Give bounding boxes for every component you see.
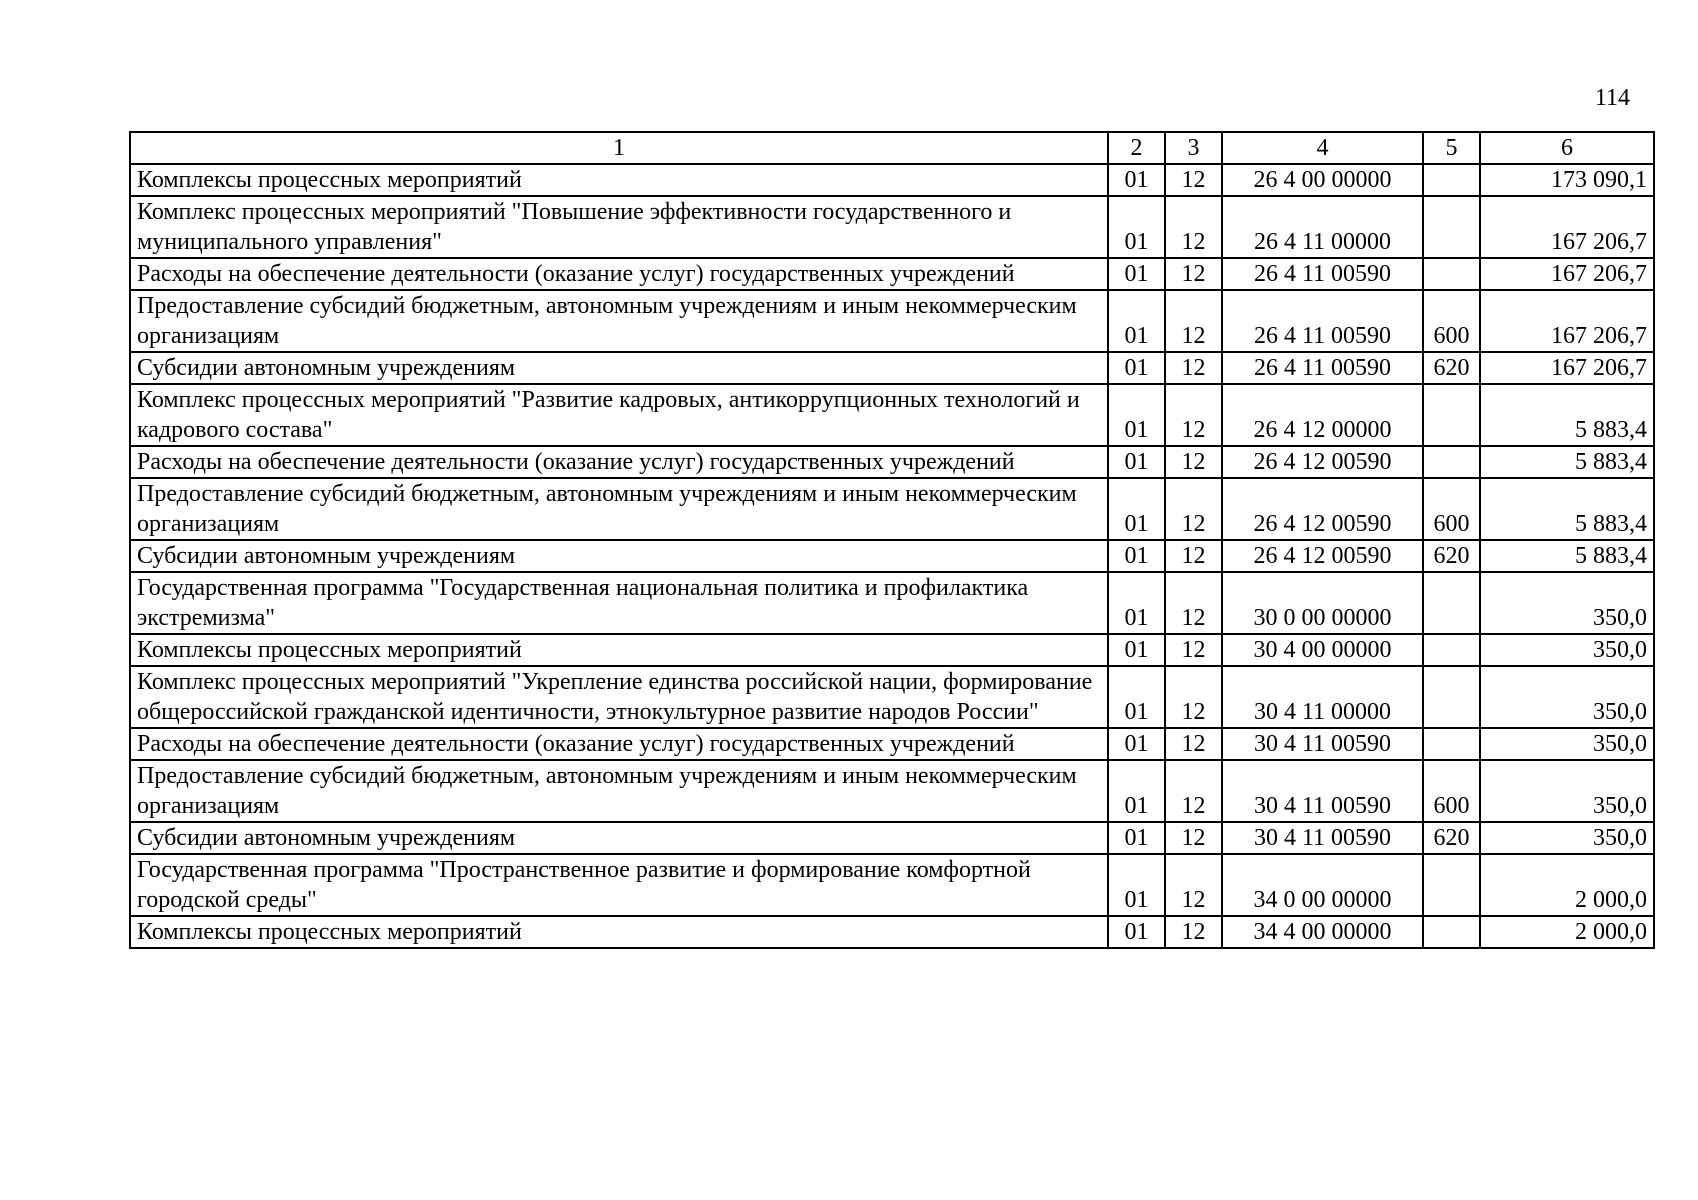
subsection-code-cell: 12 (1165, 728, 1222, 760)
section-code-cell: 01 (1108, 258, 1165, 290)
expense-name-cell: Государственная программа "Государственная национальная политика и профилактика экстремизма" (130, 572, 1108, 634)
subsection-code-cell: 12 (1165, 352, 1222, 384)
expense-type-cell: 620 (1423, 540, 1480, 572)
section-code-cell: 01 (1108, 854, 1165, 916)
target-article-cell: 30 4 11 00590 (1222, 760, 1423, 822)
subsection-code-cell: 12 (1165, 916, 1222, 948)
expense-name-cell: Субсидии автономным учреждениям (130, 822, 1108, 854)
table-row (130, 760, 1654, 822)
table-row (130, 666, 1654, 728)
section-code-cell: 01 (1108, 290, 1165, 352)
section-code-cell: 01 (1108, 164, 1165, 196)
amount-cell: 350,0 (1480, 760, 1654, 822)
expense-type-cell: 600 (1423, 478, 1480, 540)
column-header: 5 (1423, 132, 1480, 164)
section-code-cell: 01 (1108, 384, 1165, 446)
amount-cell: 5 883,4 (1480, 446, 1654, 478)
column-header: 4 (1222, 132, 1423, 164)
target-article-cell: 30 0 00 00000 (1222, 572, 1423, 634)
expense-type-cell (1423, 728, 1480, 760)
table-row (130, 384, 1654, 446)
section-code-cell: 01 (1108, 196, 1165, 258)
expense-name-cell: Государственная программа "Пространственное развитие и формирование комфортной городской среды" (130, 854, 1108, 916)
expense-name-cell: Субсидии автономным учреждениям (130, 352, 1108, 384)
expense-name-cell: Расходы на обеспечение деятельности (оказание услуг) государственных учреждений (130, 728, 1108, 760)
table-row (130, 290, 1654, 352)
target-article-cell: 30 4 11 00590 (1222, 728, 1423, 760)
target-article-cell: 26 4 00 00000 (1222, 164, 1423, 196)
target-article-cell: 26 4 12 00590 (1222, 478, 1423, 540)
expense-name-cell: Комплекс процессных мероприятий "Развитие кадровых, антикоррупционных технологий и кадрового состава" (130, 384, 1108, 446)
page-number: 114 (1594, 85, 1630, 111)
expense-name-cell: Комплексы процессных мероприятий (130, 634, 1108, 666)
section-code-cell: 01 (1108, 822, 1165, 854)
target-article-cell: 30 4 11 00000 (1222, 666, 1423, 728)
expense-type-cell: 620 (1423, 822, 1480, 854)
subsection-code-cell: 12 (1165, 290, 1222, 352)
expense-type-cell (1423, 854, 1480, 916)
table-body (130, 164, 1654, 948)
expense-type-cell (1423, 666, 1480, 728)
target-article-cell: 26 4 11 00590 (1222, 290, 1423, 352)
table-row (130, 258, 1654, 290)
expense-name-cell: Субсидии автономным учреждениям (130, 540, 1108, 572)
amount-cell: 5 883,4 (1480, 478, 1654, 540)
section-code-cell: 01 (1108, 352, 1165, 384)
subsection-code-cell: 12 (1165, 854, 1222, 916)
section-code-cell: 01 (1108, 728, 1165, 760)
section-code-cell: 01 (1108, 916, 1165, 948)
expense-name-cell: Расходы на обеспечение деятельности (оказание услуг) государственных учреждений (130, 446, 1108, 478)
amount-cell: 350,0 (1480, 572, 1654, 634)
column-header: 3 (1165, 132, 1222, 164)
expense-name-cell: Расходы на обеспечение деятельности (оказание услуг) государственных учреждений (130, 258, 1108, 290)
amount-cell: 167 206,7 (1480, 258, 1654, 290)
expense-name-cell: Предоставление субсидий бюджетным, автономным учреждениям и иным некоммерческим организациям (130, 290, 1108, 352)
table-header-row (130, 132, 1654, 164)
target-article-cell: 26 4 11 00590 (1222, 352, 1423, 384)
expense-type-cell (1423, 634, 1480, 666)
target-article-cell: 30 4 00 00000 (1222, 634, 1423, 666)
amount-cell: 350,0 (1480, 728, 1654, 760)
subsection-code-cell: 12 (1165, 164, 1222, 196)
subsection-code-cell: 12 (1165, 196, 1222, 258)
section-code-cell: 01 (1108, 666, 1165, 728)
subsection-code-cell: 12 (1165, 822, 1222, 854)
table-row (130, 728, 1654, 760)
amount-cell: 5 883,4 (1480, 540, 1654, 572)
expense-name-cell: Комплекс процессных мероприятий "Укрепление единства российской нации, формирование общероссийской гражданской идентичности, этнокультурное развитие народов России" (130, 666, 1108, 728)
expense-type-cell (1423, 572, 1480, 634)
table-row (130, 196, 1654, 258)
section-code-cell: 01 (1108, 540, 1165, 572)
subsection-code-cell: 12 (1165, 258, 1222, 290)
budget-table (129, 131, 1655, 949)
expense-name-cell: Предоставление субсидий бюджетным, автономным учреждениям и иным некоммерческим организациям (130, 760, 1108, 822)
subsection-code-cell: 12 (1165, 478, 1222, 540)
table-row (130, 822, 1654, 854)
table-row (130, 854, 1654, 916)
target-article-cell: 26 4 12 00000 (1222, 384, 1423, 446)
expense-type-cell (1423, 384, 1480, 446)
expense-type-cell (1423, 258, 1480, 290)
subsection-code-cell: 12 (1165, 666, 1222, 728)
expense-type-cell (1423, 916, 1480, 948)
target-article-cell: 26 4 12 00590 (1222, 540, 1423, 572)
expense-name-cell: Комплексы процессных мероприятий (130, 916, 1108, 948)
expense-type-cell (1423, 196, 1480, 258)
table-row (130, 572, 1654, 634)
target-article-cell: 26 4 11 00000 (1222, 196, 1423, 258)
amount-cell: 167 206,7 (1480, 290, 1654, 352)
amount-cell: 5 883,4 (1480, 384, 1654, 446)
expense-name-cell: Комплексы процессных мероприятий (130, 164, 1108, 196)
column-header: 1 (130, 132, 1108, 164)
expense-name-cell: Комплекс процессных мероприятий "Повышение эффективности государственного и муниципального управления" (130, 196, 1108, 258)
target-article-cell: 30 4 11 00590 (1222, 822, 1423, 854)
target-article-cell: 34 4 00 00000 (1222, 916, 1423, 948)
table-row (130, 446, 1654, 478)
table-row (130, 634, 1654, 666)
subsection-code-cell: 12 (1165, 446, 1222, 478)
expense-type-cell: 600 (1423, 760, 1480, 822)
target-article-cell: 26 4 12 00590 (1222, 446, 1423, 478)
target-article-cell: 26 4 11 00590 (1222, 258, 1423, 290)
column-header: 2 (1108, 132, 1165, 164)
column-header: 6 (1480, 132, 1654, 164)
amount-cell: 2 000,0 (1480, 854, 1654, 916)
table-row (130, 916, 1654, 948)
section-code-cell: 01 (1108, 446, 1165, 478)
expense-type-cell (1423, 164, 1480, 196)
expense-type-cell: 620 (1423, 352, 1480, 384)
table-row (130, 478, 1654, 540)
amount-cell: 173 090,1 (1480, 164, 1654, 196)
expense-type-cell: 600 (1423, 290, 1480, 352)
section-code-cell: 01 (1108, 760, 1165, 822)
expense-type-cell (1423, 446, 1480, 478)
section-code-cell: 01 (1108, 634, 1165, 666)
subsection-code-cell: 12 (1165, 634, 1222, 666)
target-article-cell: 34 0 00 00000 (1222, 854, 1423, 916)
amount-cell: 350,0 (1480, 634, 1654, 666)
subsection-code-cell: 12 (1165, 760, 1222, 822)
table-row (130, 164, 1654, 196)
amount-cell: 2 000,0 (1480, 916, 1654, 948)
amount-cell: 350,0 (1480, 666, 1654, 728)
amount-cell: 167 206,7 (1480, 196, 1654, 258)
amount-cell: 350,0 (1480, 822, 1654, 854)
subsection-code-cell: 12 (1165, 384, 1222, 446)
section-code-cell: 01 (1108, 572, 1165, 634)
expense-name-cell: Предоставление субсидий бюджетным, автономным учреждениям и иным некоммерческим организациям (130, 478, 1108, 540)
subsection-code-cell: 12 (1165, 572, 1222, 634)
section-code-cell: 01 (1108, 478, 1165, 540)
amount-cell: 167 206,7 (1480, 352, 1654, 384)
table-row (130, 352, 1654, 384)
table-row (130, 540, 1654, 572)
subsection-code-cell: 12 (1165, 540, 1222, 572)
